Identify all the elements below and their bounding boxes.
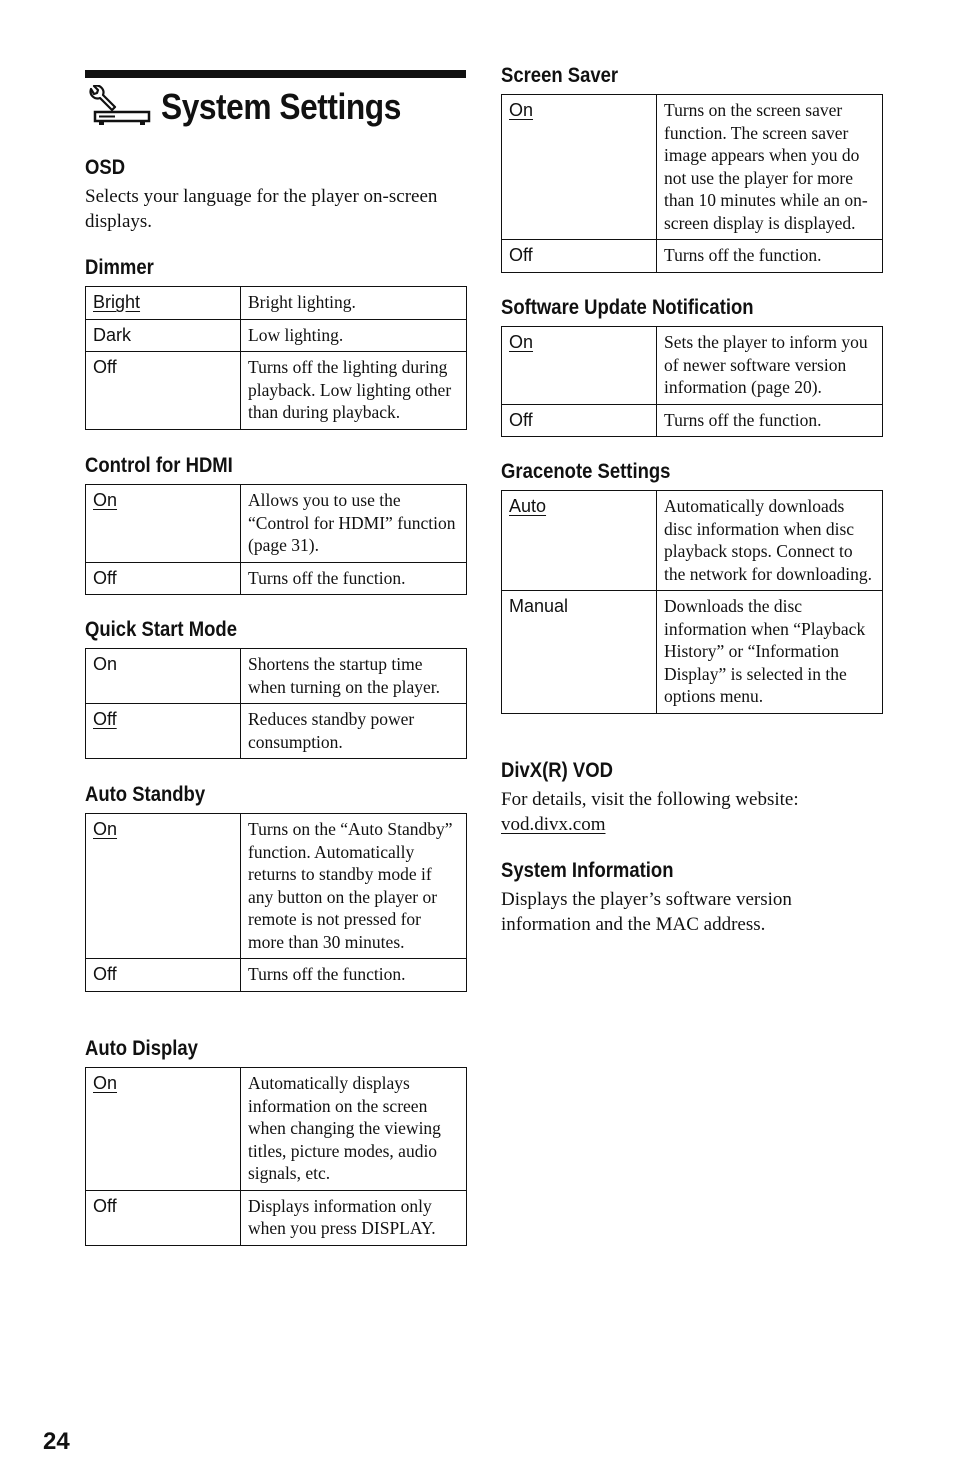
option-cell <box>86 485 241 563</box>
option-cell <box>86 352 241 430</box>
divx-text: For details, visit the following website: <box>501 789 799 810</box>
table-row <box>502 95 883 240</box>
option-cell <box>86 814 241 959</box>
option-cell <box>502 240 657 273</box>
option-label: Off <box>93 709 117 729</box>
description-cell: Turns on the screen saver function. The screen saver image appears when you do not use the player for more than 10 minutes while an on-screen display is displayed. <box>657 95 883 240</box>
table-row <box>86 1190 467 1245</box>
description-cell: Automatically displays information on the screen when changing the viewing titles, picture modes, audio signals, etc. <box>241 1068 467 1191</box>
option-cell <box>502 404 657 437</box>
page-title-text: System Settings <box>161 86 401 127</box>
table-row <box>86 352 467 430</box>
option-label: Off <box>93 567 117 588</box>
description-cell: Low lighting. <box>241 319 467 352</box>
option-cell <box>86 959 241 992</box>
description-cell: Sets the player to inform you of newer software version information (page 20). <box>657 327 883 405</box>
option-label: On <box>93 490 118 510</box>
description-cell: Downloads the disc information when “Playback History” or “Information Display” is selected in the options menu. <box>657 591 883 714</box>
divx-website-link[interactable]: vod.divx.com <box>501 814 606 835</box>
quick-start-table <box>85 648 467 759</box>
quick-start-heading: Quick Start Mode <box>85 618 237 641</box>
description-cell: Bright lighting. <box>241 287 467 320</box>
osd-heading: OSD <box>85 156 126 179</box>
osd-description: Selects your language for the player on-screen displays. <box>85 186 438 232</box>
title-rule <box>85 70 466 78</box>
option-label: Auto <box>509 496 547 516</box>
table-row <box>502 404 883 437</box>
table-row <box>86 1068 467 1191</box>
option-cell <box>86 562 241 595</box>
system-info-description: Displays the player’s software version information and the MAC address. <box>501 889 792 935</box>
option-label: Off <box>93 357 117 377</box>
auto-display-heading: Auto Display <box>85 1037 198 1060</box>
option-label: Bright <box>93 292 141 312</box>
auto-standby-table <box>85 813 467 992</box>
description-cell: Displays information only when you press DISPLAY. <box>241 1190 467 1245</box>
table-row <box>86 562 467 595</box>
settings-wrench-device-icon <box>85 85 151 129</box>
table-row <box>86 319 467 352</box>
option-cell <box>502 327 657 405</box>
table-row <box>86 959 467 992</box>
gracenote-heading: Gracenote Settings <box>501 460 671 483</box>
option-label: On <box>509 100 534 120</box>
table-row <box>86 704 467 759</box>
divx-description <box>501 787 882 837</box>
table-row <box>502 591 883 714</box>
control-hdmi-heading: Control for HDMI <box>85 454 233 477</box>
page-title <box>85 80 434 134</box>
option-label: Off <box>509 409 533 430</box>
description-cell: Turns off the lighting during playback. Low lighting other than during playback. <box>241 352 467 430</box>
option-label: On <box>93 1073 118 1093</box>
table-row <box>86 814 467 959</box>
table-row <box>86 287 467 320</box>
option-cell <box>502 95 657 240</box>
table-row <box>86 649 467 704</box>
option-label: Manual <box>509 596 569 616</box>
software-update-table <box>501 326 883 437</box>
description-cell: Turns off the function. <box>657 240 883 273</box>
option-cell <box>86 1190 241 1245</box>
system-info-heading: System Information <box>501 859 674 882</box>
table-row <box>86 485 467 563</box>
page-number: 24 <box>43 1428 70 1455</box>
gracenote-table <box>501 490 883 714</box>
description-cell: Turns on the “Auto Standby” function. Automatically returns to standby mode if any button on the player or remote is not pressed for more than 30 minutes. <box>241 814 467 959</box>
option-label: On <box>509 332 534 352</box>
description-cell: Turns off the function. <box>241 959 467 992</box>
option-cell <box>86 319 241 352</box>
option-cell <box>86 649 241 704</box>
auto-display-table <box>85 1067 467 1246</box>
option-cell <box>502 491 657 591</box>
option-cell <box>86 704 241 759</box>
option-cell <box>86 1068 241 1191</box>
description-cell: Shortens the startup time when turning on the player. <box>241 649 467 704</box>
divx-heading: DivX(R) VOD <box>501 759 613 782</box>
option-label: Off <box>93 1195 117 1216</box>
option-label: On <box>93 819 118 839</box>
option-cell <box>86 287 241 320</box>
dimmer-heading: Dimmer <box>85 256 154 279</box>
description-cell: Reduces standby power consumption. <box>241 704 467 759</box>
description-cell: Turns off the function. <box>241 562 467 595</box>
option-label: Off <box>93 964 117 984</box>
option-label: Dark <box>93 324 132 345</box>
screen-saver-heading: Screen Saver <box>501 64 619 87</box>
table-row <box>502 491 883 591</box>
table-row <box>502 327 883 405</box>
option-label: Off <box>509 245 533 265</box>
option-cell <box>502 591 657 714</box>
description-cell: Automatically downloads disc information when disc playback stops. Connect to the network for downloading. <box>657 491 883 591</box>
option-label: On <box>93 654 118 674</box>
software-update-heading: Software Update Notification <box>501 296 754 319</box>
auto-standby-heading: Auto Standby <box>85 783 206 806</box>
dimmer-table <box>85 286 467 430</box>
table-row <box>502 240 883 273</box>
screen-saver-table <box>501 94 883 273</box>
description-cell: Allows you to use the “Control for HDMI” function (page 31). <box>241 485 467 563</box>
description-cell: Turns off the function. <box>657 404 883 437</box>
control-hdmi-table <box>85 484 467 595</box>
